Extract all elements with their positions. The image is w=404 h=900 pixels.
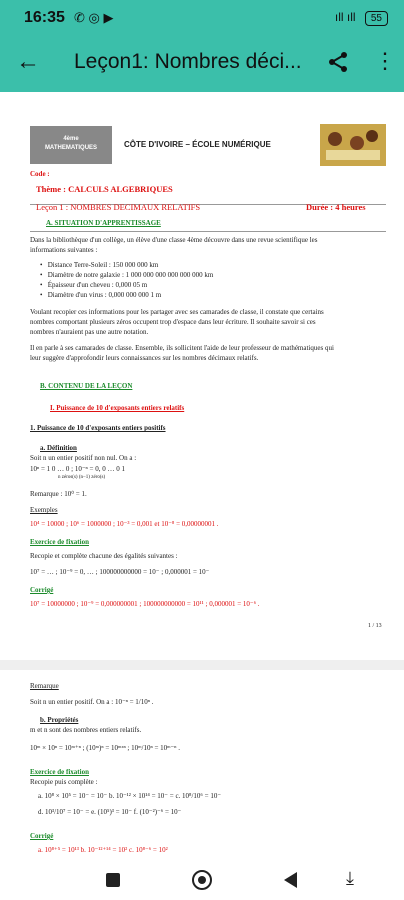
exercice-text: Recopie et complète chacune des égalités suivantes : xyxy=(30,552,178,560)
status-icons-right xyxy=(335,10,388,26)
code-label: Code : xyxy=(30,170,50,178)
app-bar xyxy=(0,36,404,92)
exemples-heading: Exemples xyxy=(30,506,58,514)
bullet-item: • Diamètre d'un virus : 0,000 000 000 1 m xyxy=(40,291,162,299)
exercice-heading: Exercice de fixation xyxy=(30,538,89,546)
notification-icons: ✆ ◎ ▶ xyxy=(74,10,114,25)
remarque-text: Remarque : 10⁰ = 1. xyxy=(30,490,87,498)
proprietes-text: m et n sont des nombres entiers relatifs. xyxy=(30,726,142,734)
share-icon[interactable] xyxy=(326,50,350,74)
corrige2-text: a. 10⁸⁺⁵ = 10¹³ b. 10⁻¹²⁺¹⁴ = 10² c. 10⁸⁻⁶ = 10² xyxy=(38,846,168,854)
exercice2-heading: Exercice de fixation xyxy=(30,768,89,776)
status-bar xyxy=(0,0,404,36)
school-name: CÔTE D'IVOIRE – ÉCOLE NUMÉRIQUE xyxy=(124,140,271,149)
situation-heading: A. SITUATION D'APPRENTISSAGE xyxy=(46,219,161,227)
duration: Durée : 4 heures xyxy=(306,202,366,212)
exercice2-text: Recopie puis complète : xyxy=(30,778,98,786)
proprietes-heading: b. Propriétés xyxy=(40,716,79,724)
corrige2-heading: Corrigé xyxy=(30,832,54,840)
situation-paragraph: leur suggère d'approfondir leurs connaissances sur les nombres décimaux relatifs. xyxy=(30,354,259,362)
bullet-item: • Diamètre de notre galaxie : 1 000 000 000 000 000 000 km xyxy=(40,271,214,279)
remarque2-text: Soit n un entier positif. On a : 10⁻ⁿ = 1/10ⁿ . xyxy=(30,698,154,706)
logo-level: 4ème xyxy=(63,136,79,142)
logo-subject: MATHEMATIQUES xyxy=(44,145,98,151)
contenu-heading: B. CONTENU DE LA LEÇON xyxy=(40,382,133,390)
back-triangle-icon[interactable] xyxy=(284,872,297,888)
situation-paragraph: Dans la bibliothèque d'un collège, un élève d'une classe 4ème découvre dans une revue scientifique les xyxy=(30,236,318,244)
situation-paragraph: nombres n'auraient pas une autre notation. xyxy=(30,328,149,336)
signal-icon: ıll ıll xyxy=(334,10,356,24)
students-photo xyxy=(320,124,386,166)
page-separator xyxy=(0,660,404,670)
download-icon[interactable]: ⤓ xyxy=(346,868,354,889)
subject-logo xyxy=(30,126,112,164)
exercice2-line: a. 10⁸ × 10⁵ = 10⁻ = 10⁻ b. 10⁻¹² × 10¹⁴ = 10⁻ = c. 10⁸/10⁶ = 10⁻ xyxy=(38,792,222,800)
system-nav-bar xyxy=(0,862,404,900)
lesson-title: Leçon 1 : NOMBRES DECIMAUX RELATIFS xyxy=(36,202,201,212)
bullet-item: • Épaisseur d'un cheveu : 0,000 05 m xyxy=(40,281,148,289)
corrige-text: 10⁷ = 10000000 ; 10⁻⁹ = 0,000000001 ; 100000000000 = 10¹¹ ; 0,000001 = 10⁻⁶ . xyxy=(30,600,260,608)
definition-formula: 10ⁿ = 1 0 … 0 ; 10⁻ⁿ = 0, 0 … 0 1 xyxy=(30,465,125,473)
back-arrow-icon[interactable]: ← xyxy=(16,48,40,75)
definition-text: Soit n un entier positif non nul. On a : xyxy=(30,454,137,462)
status-time: 16:35 xyxy=(24,9,65,26)
pdf-document-view[interactable] xyxy=(0,92,404,862)
situation-paragraph: informations suivantes : xyxy=(30,246,98,254)
section-heading: I. Puissance de 10 d'exposants entiers relatifs xyxy=(50,404,185,412)
page-number: 1 / 13 xyxy=(368,623,382,629)
definition-formula-note: n zéros(s) (n−1) zéro(s) xyxy=(58,475,106,480)
subsection-heading: 1. Puissance de 10 d'exposants entiers positifs xyxy=(30,424,166,432)
situation-paragraph: nombres comportant plusieurs zéros occupent trop d'espace dans leur écriture. Il souhaite savoir si ces xyxy=(30,318,316,326)
home-icon[interactable] xyxy=(192,870,212,890)
recent-apps-icon[interactable] xyxy=(106,873,120,887)
remarque2-heading: Remarque xyxy=(30,682,59,690)
proprietes-formula: 10ᵐ × 10ⁿ = 10ᵐ⁺ⁿ ; (10ᵐ)ⁿ = 10ᵐˣⁿ ; 10ᵐ/10ⁿ = 10ᵐ⁻ⁿ . xyxy=(30,744,180,752)
more-options-icon[interactable]: ⋮ xyxy=(374,48,396,73)
document-title: Leçon1: Nombres déci... xyxy=(74,50,302,73)
theme-title: Thème : CALCULS ALGEBRIQUES xyxy=(36,184,173,194)
exemples-text: 10⁴ = 10000 ; 10⁶ = 1000000 ; 10⁻³ = 0,001 et 10⁻⁸ = 0,00000001 . xyxy=(30,520,219,528)
situation-paragraph: Voulant recopier ces informations pour les partager avec ses camarades de classe, il constate que certains xyxy=(30,308,324,316)
exercice-formula: 10⁷ = … ; 10⁻⁹ = 0, … ; 100000000000 = 10⁻ ; 0,000001 = 10⁻ xyxy=(30,568,210,576)
battery-icon: 55 xyxy=(365,11,388,26)
bullet-item: • Distance Terre-Soleil : 150 000 000 km xyxy=(40,261,159,269)
corrige-heading: Corrigé xyxy=(30,586,54,594)
definition-heading: a. Définition xyxy=(40,444,77,452)
exercice2-line: d. 10³/10⁷ = 10⁻ = e. (10⁵)³ = 10⁻ f. (10⁻²)⁻⁶ = 10⁻ xyxy=(38,808,182,816)
situation-paragraph: Il en parle à ses camarades de classe. Ensemble, ils sollicitent l'aide de leur professeur de mathématiques qui xyxy=(30,344,334,352)
